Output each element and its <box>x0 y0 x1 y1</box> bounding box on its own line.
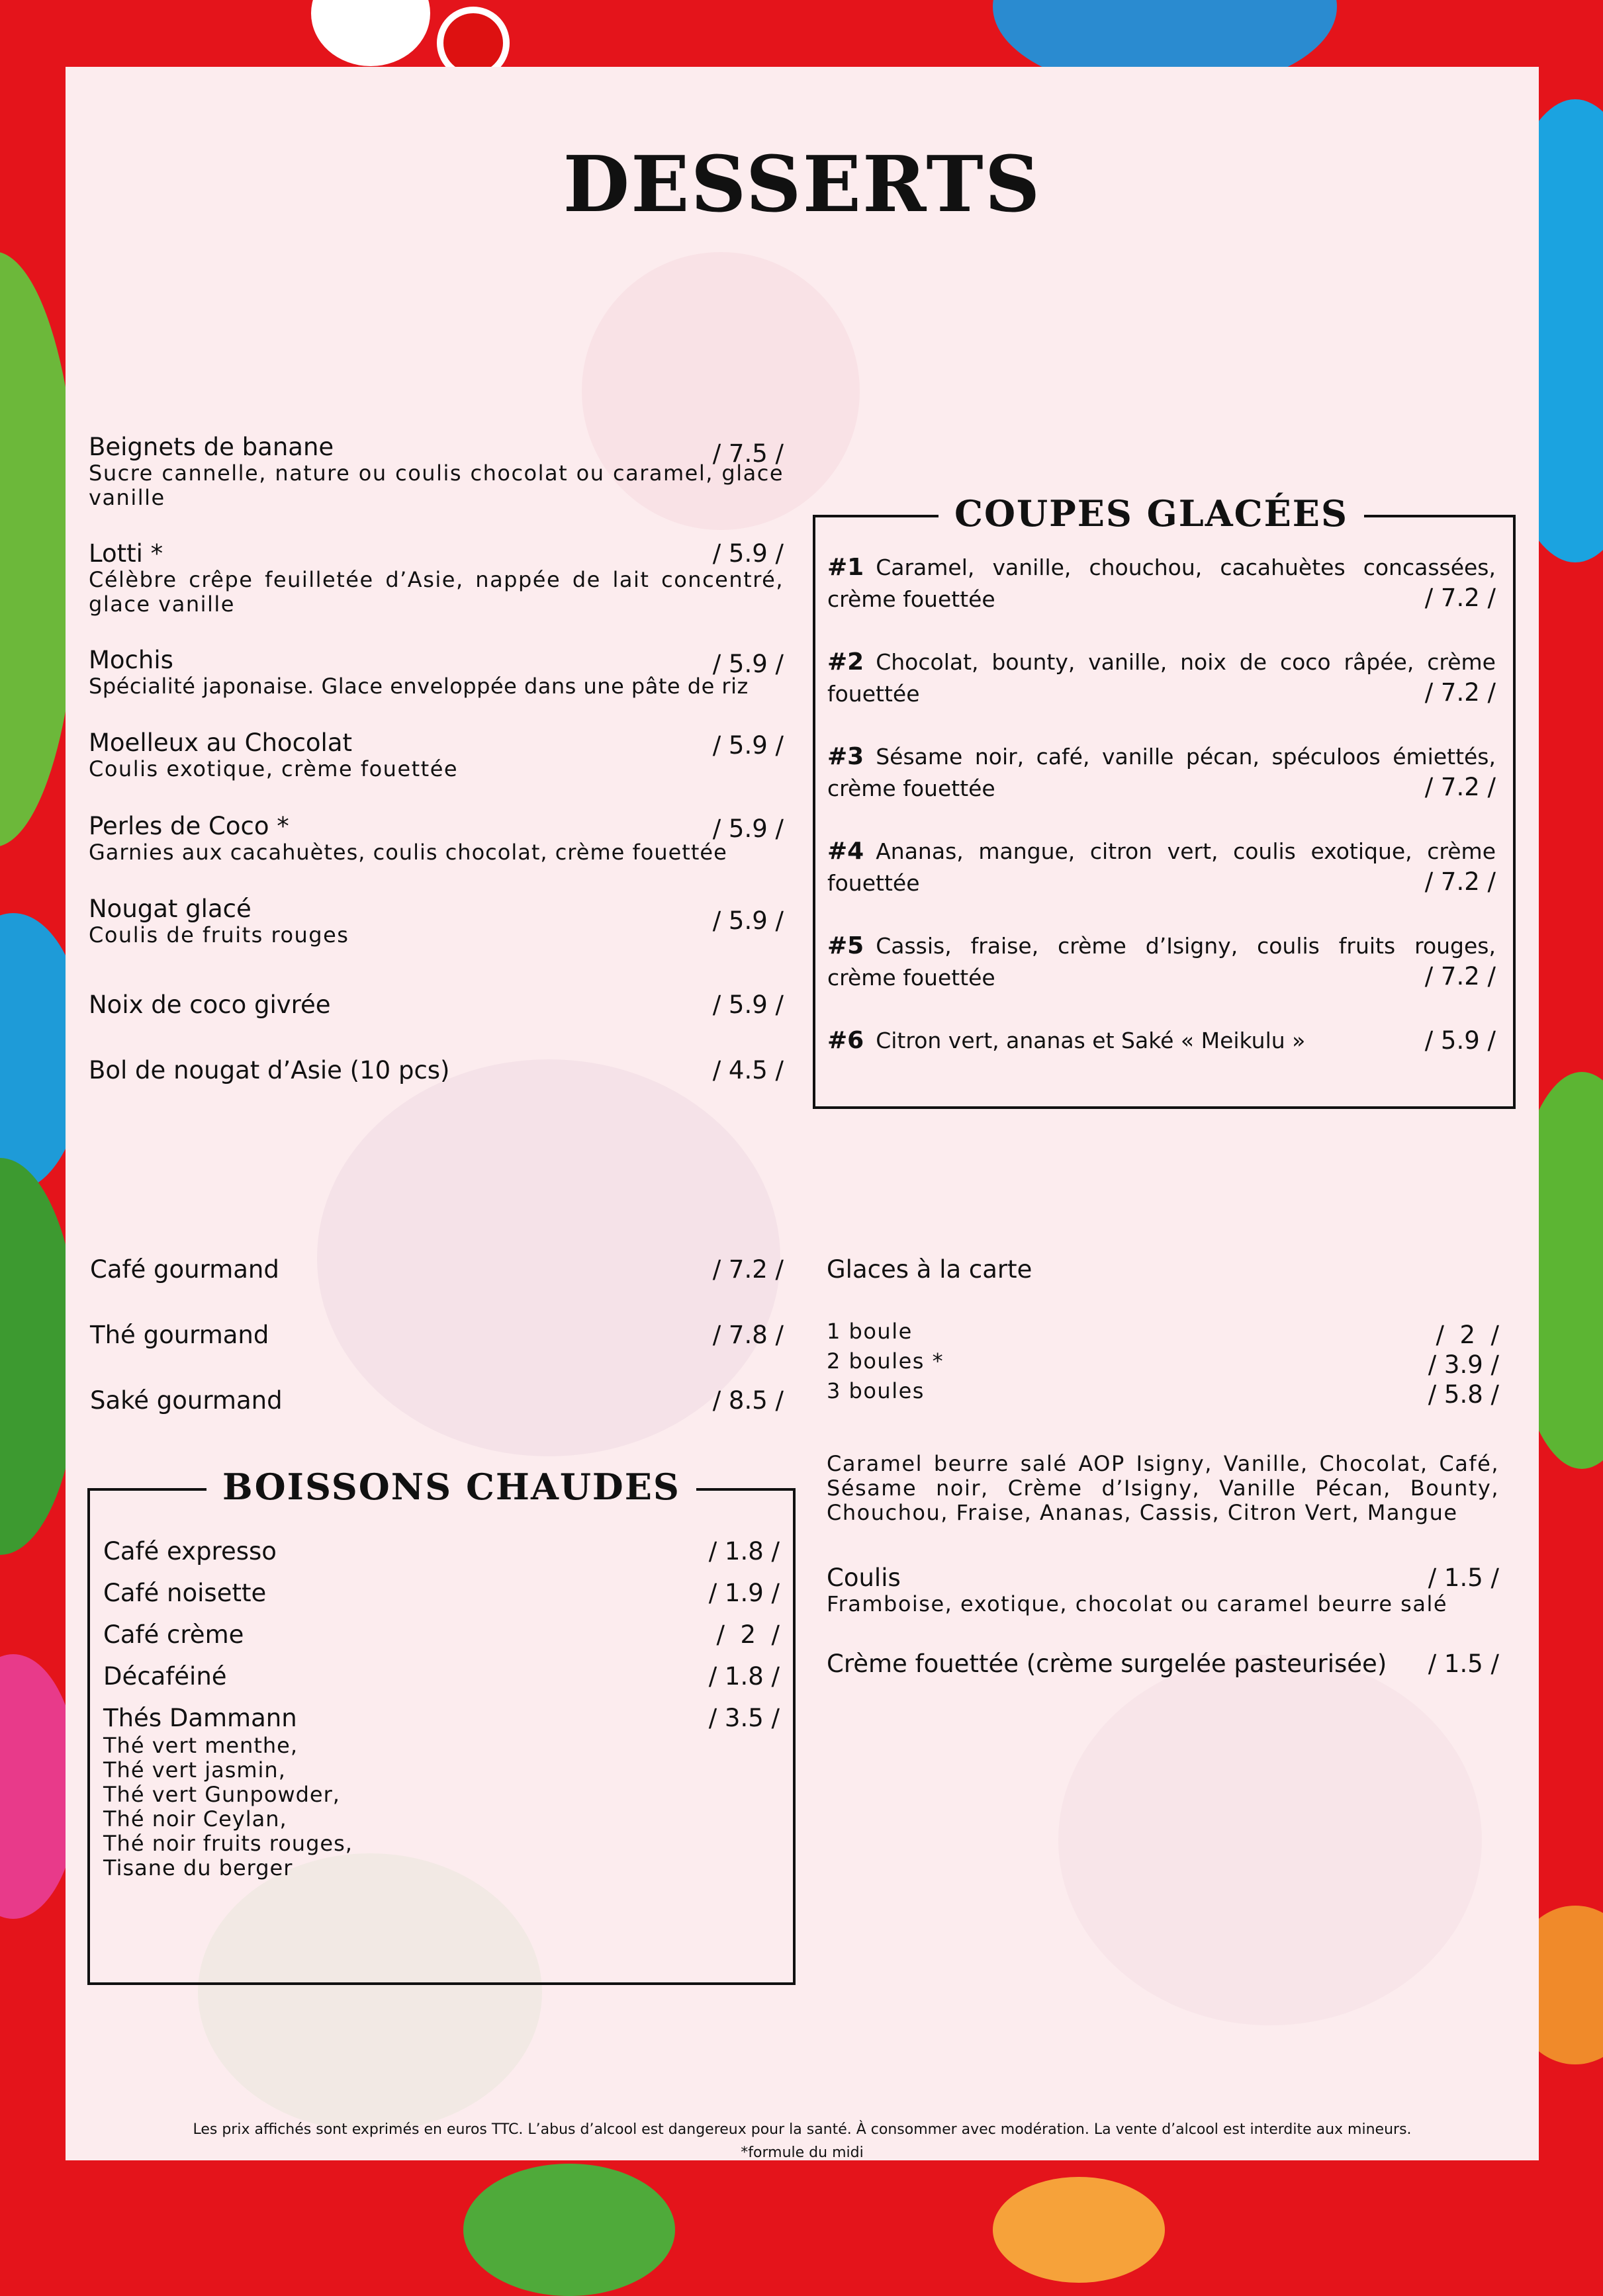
the-item: Tisane du berger <box>103 1855 293 1880</box>
coupe-item <box>827 646 1496 710</box>
the-item: Thé vert jasmin, <box>103 1757 286 1783</box>
coulis-name: Coulis <box>827 1564 901 1592</box>
boisson-item <box>103 1662 780 1691</box>
boule-name: 3 boules <box>827 1378 925 1403</box>
dessert-description: Garnies aux cacahuètes, coulis chocolat, crème fouettée <box>89 840 727 865</box>
boisson-price: / 1.9 / <box>708 1579 780 1607</box>
dessert-name: Nougat glacé <box>89 895 252 923</box>
coupe-description: Sésame noir, café, vanille pécan, spéculoos émiettés, crème fouettée <box>827 744 1496 801</box>
coupe-item <box>827 836 1496 899</box>
boule-price: / 5.8 / <box>1428 1380 1499 1409</box>
coupe-item <box>827 552 1496 615</box>
thes-list <box>103 1734 780 1880</box>
dessert-name: Mochis <box>89 646 173 674</box>
dessert-description: Coulis exotique, crème fouettée <box>89 756 459 781</box>
coupe-description: Chocolat, bounty, vanille, noix de coco râpée, crème fouettée <box>827 649 1496 707</box>
coupe-price: / 7.2 / <box>1424 962 1496 991</box>
watermark-flower <box>1058 1655 1482 2025</box>
boisson-name: Thés Dammann <box>103 1704 297 1732</box>
menu-panel <box>66 67 1539 2160</box>
boisson-price: / 3.5 / <box>708 1704 780 1732</box>
boule-price: / 3.9 / <box>1428 1350 1499 1379</box>
legal-notice: Les prix affichés sont exprimés en euros TTC. L’abus d’alcool est dangereux pour la santé. À consommer avec modération. La vente d’alcool est interdite aux mineurs. <box>193 2121 1412 2138</box>
coupe-price: / 7.2 / <box>1424 584 1496 612</box>
dessert-item <box>89 646 784 699</box>
the-item: Thé noir Ceylan, <box>103 1806 287 1832</box>
gourmand-name: Thé gourmand <box>90 1321 269 1349</box>
coupe-price: / 7.2 / <box>1424 678 1496 707</box>
dessert-name: Bol de nougat d’Asie (10 pcs) <box>89 1056 450 1084</box>
dessert-price: / 5.9 / <box>712 539 784 568</box>
coupe-number: #1 <box>827 554 864 581</box>
coupe-number: #5 <box>827 932 864 959</box>
gourmand-price: / 7.8 / <box>712 1321 784 1349</box>
coupe-item <box>827 1025 1496 1057</box>
creme-fouettee-price: / 1.5 / <box>1428 1650 1499 1678</box>
gourmand-price: / 8.5 / <box>712 1386 784 1415</box>
coupe-item <box>827 930 1496 994</box>
coupes-glacees-title: COUPES GLACÉES <box>939 492 1364 535</box>
dessert-price: / 7.5 / <box>712 439 784 468</box>
boissons-chaudes-title: BOISSONS CHAUDES <box>206 1466 696 1508</box>
glaces-title: Glaces à la carte <box>827 1255 1032 1284</box>
gourmand-price: / 7.2 / <box>712 1255 784 1284</box>
dessert-name: Lotti * <box>89 539 163 568</box>
boule-item <box>827 1319 1499 1349</box>
boisson-price: / 1.8 / <box>708 1662 780 1691</box>
dessert-item <box>89 729 784 781</box>
boule-name: 2 boules * <box>827 1348 944 1374</box>
dessert-name: Noix de coco givrée <box>89 991 331 1019</box>
dessert-description: Célèbre crêpe feuilletée d’Asie, nappée de lait concentré, glace vanille <box>89 567 784 617</box>
coupe-price: / 7.2 / <box>1424 867 1496 896</box>
boisson-name: Café crème <box>103 1620 244 1649</box>
the-item: Thé noir fruits rouges, <box>103 1831 353 1856</box>
the-item: Thé vert menthe, <box>103 1733 298 1758</box>
coupe-description: Caramel, vanille, chouchou, cacahuètes concassées, crème fouettée <box>827 554 1496 612</box>
coupe-description: Ananas, mangue, citron vert, coulis exotique, crème fouettée <box>827 838 1496 896</box>
boisson-item <box>103 1620 780 1649</box>
coulis-item <box>827 1564 1499 1616</box>
coupe-number: #3 <box>827 743 864 770</box>
boule-item <box>827 1348 1499 1379</box>
gourmand-item <box>90 1386 784 1415</box>
dessert-item <box>89 895 784 948</box>
boule-item <box>827 1378 1499 1409</box>
boule-name: 1 boule <box>827 1319 913 1344</box>
page-title: DESSERTS <box>563 140 1042 230</box>
dessert-description: Spécialité japonaise. Glace enveloppée dans une pâte de riz <box>89 674 749 699</box>
boisson-price: / 1.8 / <box>708 1537 780 1566</box>
boisson-name: Décaféiné <box>103 1662 227 1691</box>
dessert-description: Coulis de fruits rouges <box>89 922 349 948</box>
creme-fouettee-item <box>827 1650 1499 1678</box>
boissons-chaudes-box <box>87 1466 796 1985</box>
dessert-item <box>89 812 784 865</box>
boisson-item <box>103 1704 780 1880</box>
coupe-description: Cassis, fraise, crème d’Isigny, coulis fruits rouges, crème fouettée <box>827 933 1496 991</box>
boisson-name: Café noisette <box>103 1579 267 1607</box>
gourmand-item <box>90 1255 784 1284</box>
coupe-item <box>827 741 1496 805</box>
dessert-description: Sucre cannelle, nature ou coulis chocolat ou caramel, glace vanille <box>89 461 784 510</box>
dessert-item <box>89 539 784 617</box>
gourmand-name: Saké gourmand <box>90 1386 283 1415</box>
dessert-name: Moelleux au Chocolat <box>89 729 353 757</box>
boisson-item <box>103 1537 780 1566</box>
coupe-number: #4 <box>827 838 864 865</box>
decorative-flower <box>993 2177 1165 2283</box>
dessert-item <box>89 1056 784 1084</box>
parfums-list: Caramel beurre salé AOP Isigny, Vanille, Chocolat, Café, Sésame noir, Crème d’Isigny, Vanille Pécan, Bounty, Chouchou, Fraise, Ananas, Cassis, Citron Vert, Mangue <box>827 1451 1499 1525</box>
creme-fouettee-name: Crème fouettée (crème surgelée pasteurisée) <box>827 1650 1387 1678</box>
dessert-item <box>89 433 784 510</box>
coupe-number: #6 <box>827 1027 864 1054</box>
coupe-price: / 7.2 / <box>1424 773 1496 801</box>
decorative-leaf <box>463 2164 675 2296</box>
dessert-name: Beignets de banane <box>89 433 334 461</box>
coupe-description: Citron vert, ananas et Saké « Meikulu » <box>876 1028 1306 1053</box>
boisson-price: / 2 / <box>716 1620 780 1649</box>
boisson-item <box>103 1579 780 1607</box>
dessert-price: / 5.9 / <box>712 991 784 1019</box>
dessert-price: / 4.5 / <box>712 1056 784 1084</box>
the-item: Thé vert Gunpowder, <box>103 1782 340 1807</box>
coupe-price: / 5.9 / <box>1424 1026 1496 1055</box>
coulis-description: Framboise, exotique, chocolat ou caramel beurre salé <box>827 1591 1448 1616</box>
boisson-name: Café expresso <box>103 1537 277 1566</box>
coupe-number: #2 <box>827 648 864 676</box>
lunch-formula-note: *formule du midi <box>741 2144 864 2160</box>
dessert-price: / 5.9 / <box>712 650 784 678</box>
dessert-item <box>89 991 784 1019</box>
gourmand-item <box>90 1321 784 1349</box>
coulis-price: / 1.5 / <box>1428 1564 1499 1592</box>
dessert-name: Perles de Coco * <box>89 812 289 840</box>
gourmand-name: Café gourmand <box>90 1255 279 1284</box>
decorative-flower <box>311 0 430 66</box>
boule-price: / 2 / <box>1436 1321 1499 1349</box>
dessert-price: / 5.9 / <box>712 731 784 760</box>
dessert-price: / 5.9 / <box>712 815 784 843</box>
coupes-glacees-box <box>813 492 1516 1109</box>
dessert-price: / 5.9 / <box>712 906 784 935</box>
